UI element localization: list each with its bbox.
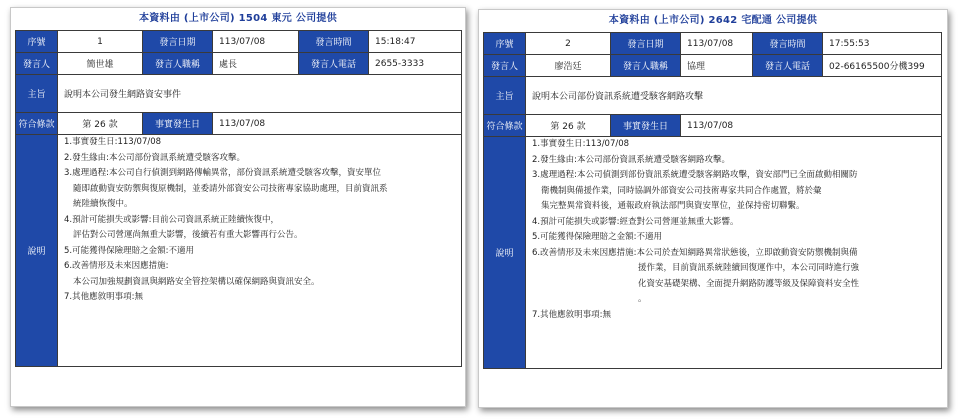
announcement-card-2642 [478,9,948,408]
clause-value: 第 26 款 [526,115,611,137]
desc-line: 化資安基礎架構、全面提升網路防護等級及保障資料安全性 [638,278,860,289]
phone-value: 2655-3333 [369,53,462,75]
desc-line: 評估對公司營運尚無重大影響，後續若有重大影響再行公告。 [73,230,303,240]
announcement-table [15,30,462,367]
desc-line: 7.其他應敘明事項:無 [532,309,611,320]
seq-label: 序號 [16,31,58,53]
seq-value: 1 [58,31,143,53]
desc-line: 衛機制與備援作業，同時協調外部資安公司技術專家共同合作處置，將於彙 [541,185,822,196]
subject-value: 說明本公司部份資訊系統遭受駭客網路攻擊 [526,77,942,115]
subject-label: 主旨 [484,77,526,115]
desc-line: 4.預計可能損失或影響:經查對公司營運並無重大影響。 [532,216,739,227]
speaker-title-label: 發言人職稱 [143,53,213,75]
speaker-title-value: 協理 [681,55,753,77]
desc-line: 2.發生緣由:本公司部份資訊系統遭受駭客網路攻擊。 [532,154,730,165]
time-value: 15:18:47 [369,31,462,53]
description-body [526,137,942,369]
event-date-value: 113/07/08 [681,115,942,137]
date-value: 113/07/08 [213,31,299,53]
speaker-label: 發言人 [484,55,526,77]
time-label: 發言時間 [753,33,823,55]
seq-value: 2 [526,33,611,55]
phone-value: 02-66165500分機399 [823,55,942,77]
card-title: 本資料由 (上市公司) 2642 宅配通 公司提供 [608,15,818,26]
desc-label: 說明 [484,137,526,369]
desc-line: 統陸續恢復中。 [73,199,133,209]
desc-line: 6.改善情形及未來因應措施:本公司於查知網路異常狀態後，立即啟動資安防禦機制與備 [532,247,858,258]
seq-label: 序號 [484,33,526,55]
desc-line: 4.預計可能損失或影響:目前公司資訊系統正陸續恢復中， [64,214,279,225]
phone-label: 發言人電話 [299,53,369,75]
speaker-value: 廖浩廷 [526,55,611,77]
description-body [58,135,462,367]
clause-value: 第 26 款 [58,113,143,135]
date-value: 113/07/08 [681,33,753,55]
speaker-value: 簡世雄 [58,53,143,75]
desc-line: 5.可能獲得保險理賠之金額:不適用 [64,245,194,256]
desc-line: 2.發生緣由:本公司部份資訊系統遭受駭客攻擊。 [64,152,245,163]
desc-line: 隨即啟動資安防禦與復原機制，並委請外部資安公司技術專家協助處理，目前資訊系 [73,183,388,194]
desc-line: 本公司加強規劃資訊與網路安全管控架構以確保網路與資訊安全。 [73,276,320,287]
time-value: 17:55:53 [823,33,942,55]
clause-label: 符合條款 [16,113,58,135]
desc-label: 說明 [16,135,58,367]
desc-line: 。 [638,294,647,304]
desc-line: 3.處理過程:本公司偵測到部份資訊系統遭受駭客網路攻擊，資安部門已全面啟動相關防 [532,170,858,180]
desc-line: 7.其他應敘明事項:無 [64,292,143,302]
announcement-table [483,32,942,369]
date-label: 發言日期 [611,33,681,55]
event-date-label: 事實發生日 [143,113,213,135]
desc-line: 5.可能獲得保險理賠之金額:不適用 [532,232,662,242]
event-date-label: 事實發生日 [611,115,681,137]
announcement-card-1504 [10,7,466,407]
phone-label: 發言人電話 [753,55,823,77]
subject-value: 說明本公司發生網路資安事件 [58,75,462,113]
speaker-label: 發言人 [16,53,58,75]
date-label: 發言日期 [143,31,213,53]
subject-label: 主旨 [16,75,58,113]
desc-line: 3.處理過程:本公司自行偵測到網路傳輸異常，部份資訊系統遭受駭客攻擊，資安單位 [64,168,381,178]
speaker-title-value: 處長 [213,53,299,75]
speaker-title-label: 發言人職稱 [611,55,681,77]
event-date-value: 113/07/08 [213,113,462,135]
desc-line: 集完整異常資料後，通報政府執法部門與資安單位，並保持密切聯繫。 [541,201,805,211]
card-title: 本資料由 (上市公司) 1504 東元 公司提供 [138,13,338,24]
desc-line: 1.事實發生日:113/07/08 [64,137,162,147]
desc-line: 援作業，目前資訊系統陸續回復運作中，本公司同時進行強 [638,263,860,273]
desc-line: 6.改善情形及未來因應措施: [64,261,169,271]
clause-label: 符合條款 [484,115,526,137]
time-label: 發言時間 [299,31,369,53]
desc-line: 1.事實發生日:113/07/08 [532,139,630,149]
